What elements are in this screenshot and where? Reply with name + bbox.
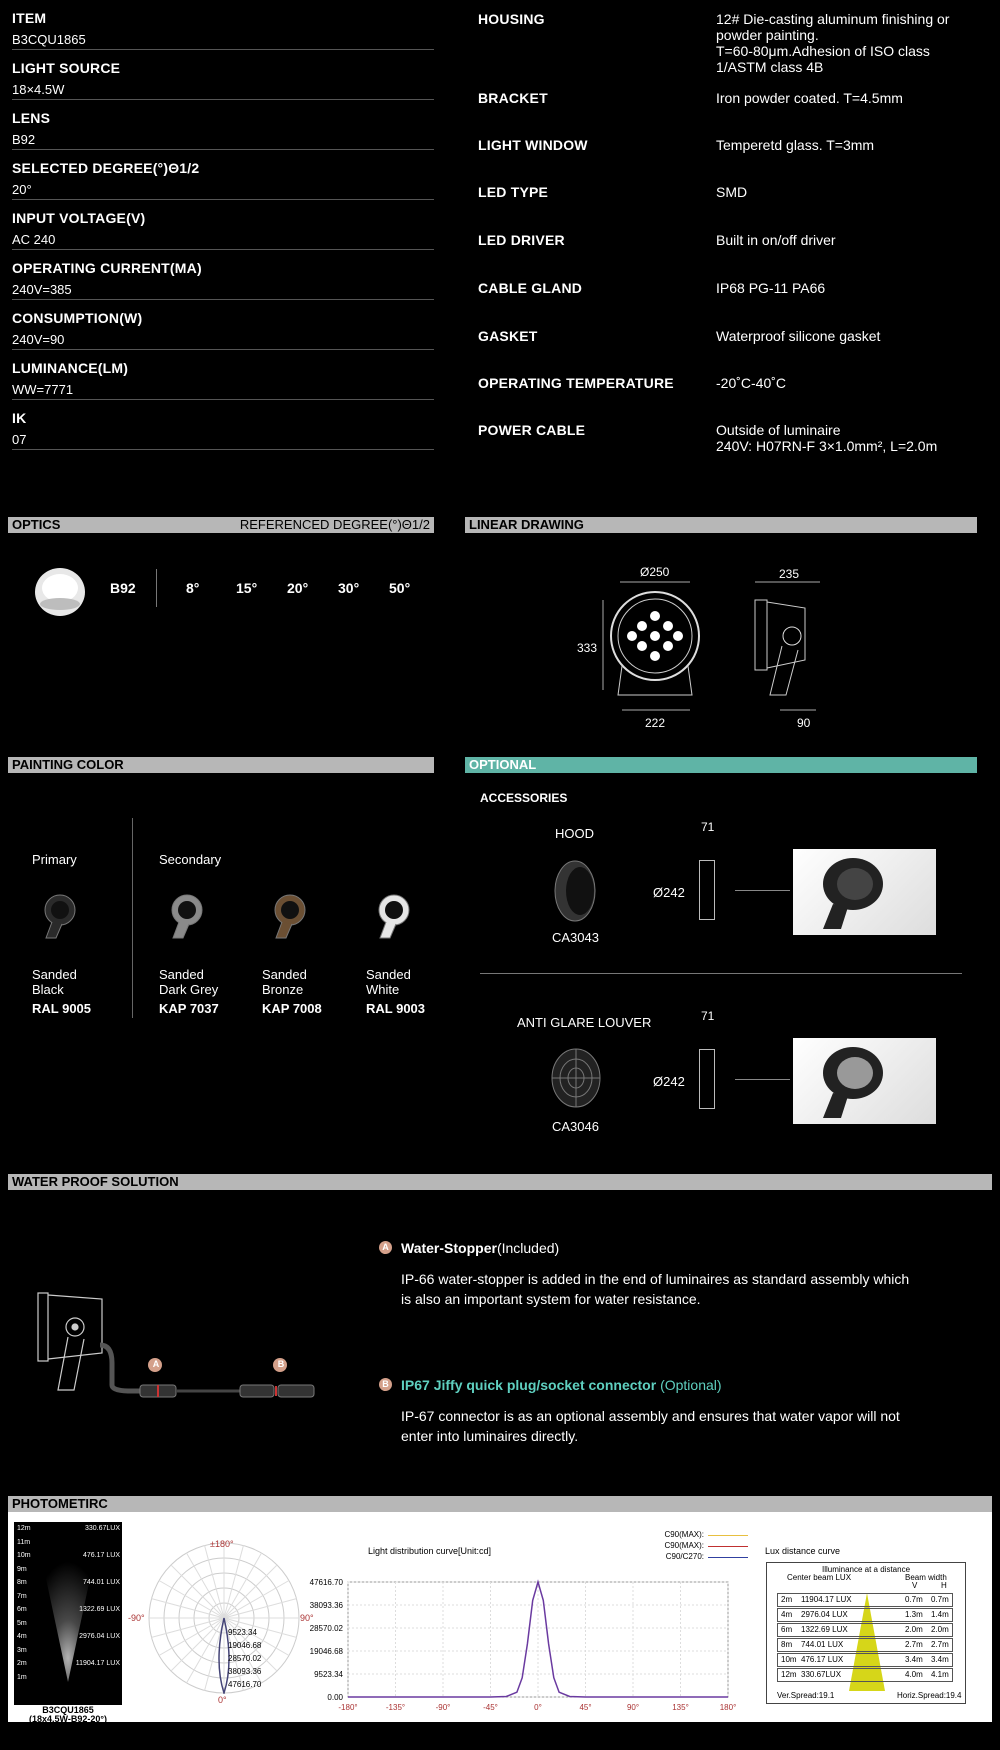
spec-row — [12, 250, 434, 300]
x-tick-label: 45° — [579, 1703, 592, 1712]
y-tick-label: 38093.36 — [309, 1601, 343, 1610]
spec-label: BRACKET — [478, 90, 548, 106]
photometric-panel — [8, 1512, 992, 1722]
lens-name: B92 — [110, 580, 136, 596]
accessory-outline — [699, 860, 715, 920]
hood-icon — [550, 858, 600, 929]
polar-diagram — [148, 1542, 300, 1694]
legend-swatch — [708, 1546, 748, 1547]
spec-label: GASKET — [478, 328, 538, 344]
water-stopper-title — [401, 1240, 559, 1256]
degree-option: 50° — [389, 580, 411, 596]
lux-head-2: Center beam LUX — [787, 1573, 852, 1582]
polar-top: ±180° — [210, 1539, 234, 1549]
y-tick-label: 28570.02 — [309, 1624, 343, 1633]
lux-head-1: Illuminance at a distance — [821, 1565, 911, 1574]
spec-table-left — [12, 0, 434, 450]
spec-row — [12, 350, 434, 400]
spec-value: B3CQU1865 — [12, 32, 86, 47]
accessory-diameter: Ø242 — [653, 1074, 685, 1089]
polar-value: 19046.68 — [228, 1641, 262, 1650]
badge-a: A — [379, 1241, 392, 1254]
spec-value: -20˚C-40˚C — [716, 375, 787, 391]
spec-value: Temperetd glass. T=3mm — [716, 137, 875, 153]
diagram-badge-a: A — [152, 1359, 160, 1369]
optics-title: OPTICS — [12, 517, 61, 532]
lux-table — [766, 1562, 966, 1704]
spec-value: 12# Die-casting aluminum finishing or powder painting. T=60-80μm.Adhesion of ISO class 1/ASTM class 4B — [716, 11, 950, 75]
dim-side-base: 90 — [797, 716, 811, 730]
polar-value: 47616.70 — [228, 1680, 262, 1689]
optics-header — [8, 517, 434, 533]
accessory-diameter: Ø242 — [653, 885, 685, 900]
spec-value: 18×4.5W — [12, 82, 65, 97]
color-name-1: Sanded — [262, 967, 307, 982]
louver-icon — [550, 1047, 602, 1114]
color-name-2: Dark Grey — [159, 982, 219, 997]
spec-label: OPERATING TEMPERATURE — [478, 375, 674, 391]
isolux-caption-1: B3CQU1865 — [42, 1705, 94, 1715]
polar-value: 38093.36 — [228, 1667, 262, 1676]
spec-label: LUMINANCE(LM) — [12, 360, 129, 376]
lux-distance: 4m — [781, 1610, 793, 1619]
spec-row — [12, 100, 434, 150]
spec-label: SELECTED DEGREE(°)Θ1/2 — [12, 160, 200, 176]
color-code: KAP 7037 — [159, 1001, 219, 1016]
color-code: RAL 9003 — [366, 1001, 426, 1016]
isolux-row-label: 9m — [17, 1565, 27, 1573]
accessory-outline — [699, 1049, 715, 1109]
accessory-name: HOOD — [555, 826, 594, 841]
spec-value: 240V=90 — [12, 332, 65, 347]
lux-value: 2976.04 LUX — [801, 1610, 848, 1619]
lux-width-h: 2.0m — [931, 1625, 949, 1634]
linear-title: LINEAR DRAWING — [469, 517, 584, 532]
isolux-row-label: 4m — [17, 1633, 27, 1640]
connector-text: IP-67 connector is as an optional assembly and ensures that water vapor will not enter into luminaires directly. — [401, 1408, 900, 1444]
color-code: KAP 7008 — [262, 1001, 322, 1016]
color-swatch — [366, 890, 425, 1016]
isolux-row-label: 7m — [17, 1592, 27, 1600]
spec-label: POWER CABLE — [478, 422, 586, 438]
isolux-value: 330.67LUX — [84, 1525, 120, 1532]
lux-width-h: 4.1m — [931, 1670, 949, 1679]
painting-title: PAINTING COLOR — [12, 757, 124, 772]
lux-width-v: 4.0m — [905, 1670, 923, 1679]
connector-title — [401, 1377, 722, 1393]
lux-value: 330.67LUX — [801, 1670, 842, 1679]
spec-label: IK — [12, 410, 27, 426]
isolux-value: 2976.04 LUX — [79, 1633, 120, 1640]
leader-line — [735, 1079, 790, 1080]
isolux-caption — [14, 1706, 122, 1724]
leader-line — [735, 890, 790, 891]
linear-header — [465, 517, 977, 533]
spec-value: IP68 PG-11 PA66 — [716, 280, 826, 296]
isolux-row-label: 8m — [17, 1579, 27, 1586]
color-name-2: White — [366, 982, 400, 997]
lux-width-v: 0.7m — [905, 1595, 923, 1604]
curve-title: Light distribution curve[Unit:cd] — [368, 1546, 492, 1556]
lux-width-v: 2.7m — [905, 1640, 923, 1649]
spec-value: Iron powder coated. T=4.5mm — [716, 90, 903, 106]
x-tick-label: -45° — [483, 1703, 498, 1712]
accessory-divider — [480, 973, 962, 974]
spec-row — [12, 150, 434, 200]
color-swatch — [32, 890, 91, 1016]
lux-width-h: 2.7m — [931, 1640, 949, 1649]
polar-right: 90° — [300, 1613, 314, 1623]
lux-distance: 12m — [781, 1670, 797, 1679]
lux-head-h: H — [941, 1581, 947, 1590]
degree-option: 8° — [186, 580, 200, 596]
spec-label: CABLE GLAND — [478, 280, 583, 296]
linear-drawing — [570, 560, 830, 730]
spec-label: HOUSING — [478, 11, 545, 27]
lux-distance: 6m — [781, 1625, 793, 1634]
legend-label: C90(MAX): — [664, 1541, 704, 1550]
x-tick-label: -90° — [435, 1703, 451, 1712]
spec-label: LIGHT WINDOW — [478, 137, 588, 153]
polar-value: 9523.34 — [228, 1628, 257, 1637]
isolux-row-label: 10m — [17, 1552, 31, 1559]
isolux-row-label: 12m — [17, 1525, 31, 1532]
color-name-1: Sanded — [159, 967, 204, 982]
spec-label: OPERATING CURRENT(MA) — [12, 260, 202, 276]
lux-width-v: 1.3m — [905, 1610, 923, 1619]
polar-left: -90° — [128, 1613, 145, 1623]
color-name-2: Bronze — [262, 982, 304, 997]
accessories-label: ACCESSORIES — [480, 791, 568, 805]
lux-head-3: Beam width — [905, 1573, 947, 1582]
waterproof-diagram — [30, 1285, 340, 1415]
water-stopper-text: IP-66 water-stopper is added in the end of luminaires as standard assembly which is also an important system for water resistance. — [401, 1271, 910, 1307]
lux-value: 744.01 LUX — [801, 1640, 844, 1649]
lux-width-h: 0.7m — [931, 1595, 949, 1604]
accessory-length: 71 — [701, 820, 715, 834]
spec-value: 07 — [12, 432, 27, 447]
optics-subtitle: REFERENCED DEGREE(°)Θ1/2 — [239, 517, 430, 532]
y-tick-label: 47616.70 — [309, 1578, 343, 1587]
legend-swatch — [708, 1535, 748, 1536]
secondary-label: Secondary — [159, 852, 222, 867]
x-tick-label: -180° — [338, 1703, 358, 1712]
lux-value: 11904.17 LUX — [801, 1595, 852, 1604]
spec-row — [12, 200, 434, 250]
isolux-row-label: 3m — [17, 1646, 27, 1654]
degree-option: 20° — [287, 580, 309, 596]
spec-label: LIGHT SOURCE — [12, 60, 121, 76]
x-tick-label: 135° — [672, 1703, 689, 1712]
accessory-length: 71 — [701, 1009, 715, 1023]
fixture-icon — [366, 890, 416, 942]
isolux-value: 744.01 LUX — [83, 1579, 120, 1586]
spec-row — [12, 400, 434, 450]
accessory-photo — [793, 1038, 936, 1124]
water-stopper-name: Water-Stopper — [401, 1240, 497, 1256]
ver-spread: Ver.Spread:19.1 — [777, 1691, 835, 1700]
lux-width-v: 2.0m — [905, 1625, 923, 1634]
optics-divider — [156, 569, 157, 607]
polar-bottom: 0° — [218, 1695, 227, 1705]
spec-label: LENS — [12, 110, 51, 126]
y-tick-label: 0.00 — [327, 1693, 343, 1702]
color-swatch — [159, 890, 219, 1016]
spec-value: B92 — [12, 132, 36, 147]
photometric-header — [8, 1496, 992, 1512]
spec-label: ITEM — [12, 10, 47, 26]
optional-title: OPTIONAL — [469, 757, 537, 772]
x-tick-label: 180° — [719, 1703, 737, 1712]
accessory-code: CA3043 — [552, 930, 599, 945]
color-swatch — [262, 890, 322, 1016]
degree-option: 15° — [236, 580, 258, 596]
dim-height: 333 — [577, 641, 598, 655]
isolux-caption-2: (18x4.5W-B92-20°) — [29, 1714, 107, 1724]
lux-distance: 10m — [781, 1655, 797, 1664]
isolux-beam — [14, 1522, 122, 1705]
spec-value: 240V=385 — [12, 282, 72, 297]
fixture-icon — [262, 890, 312, 942]
lux-value: 1322.69 LUX — [801, 1625, 848, 1634]
dim-side: 235 — [779, 567, 800, 581]
color-name-1: Sanded — [366, 967, 411, 982]
spec-value: SMD — [716, 184, 748, 200]
spec-value: 20° — [12, 182, 32, 197]
painting-header — [8, 757, 434, 773]
optional-header — [465, 757, 977, 773]
water-stopper-suffix: (Included) — [496, 1240, 560, 1256]
lens-image — [32, 562, 88, 618]
connector-name: IP67 Jiffy quick plug/socket connector — [401, 1377, 657, 1393]
spec-row — [12, 0, 434, 50]
accessory-photo — [793, 849, 936, 935]
polar-value: 28570.02 — [228, 1654, 262, 1663]
fixture-icon — [159, 890, 209, 942]
distribution-chart — [308, 1552, 758, 1722]
lux-distance: 8m — [781, 1640, 793, 1649]
y-tick-label: 9523.34 — [314, 1670, 343, 1679]
isolux-row-label: 11m — [17, 1538, 31, 1546]
isolux-value: 11904.17 LUX — [75, 1660, 120, 1667]
accessory-name: ANTI GLARE LOUVER — [517, 1015, 652, 1030]
spec-value: Waterproof silicone gasket — [716, 328, 881, 344]
badge-b: B — [379, 1378, 392, 1391]
spec-value: AC 240 — [12, 232, 56, 247]
color-name-1: Sanded — [32, 967, 77, 982]
x-tick-label: -135° — [385, 1703, 406, 1712]
primary-label: Primary — [32, 852, 77, 867]
spec-label: INPUT VOLTAGE(V) — [12, 210, 146, 226]
spec-label: CONSUMPTION(W) — [12, 310, 143, 326]
lux-width-h: 3.4m — [931, 1655, 949, 1664]
diagram-badge-b: B — [277, 1359, 285, 1369]
spec-value: Outside of luminaire 240V: H07RN-F 3×1.0mm², L=2.0m — [716, 422, 938, 454]
lux-head-v: V — [912, 1581, 918, 1590]
spec-value: WW=7771 — [12, 382, 74, 397]
degree-option: 30° — [338, 580, 360, 596]
isolux-row-label: 2m — [17, 1660, 27, 1667]
dim-base: 222 — [645, 716, 666, 730]
lux-title: Lux distance curve — [765, 1546, 841, 1556]
y-tick-label: 19046.68 — [309, 1647, 343, 1656]
isolux-diagram — [14, 1522, 122, 1705]
accessory-code: CA3046 — [552, 1119, 599, 1134]
x-tick-label: 90° — [626, 1703, 640, 1712]
waterproof-title: WATER PROOF SOLUTION — [12, 1174, 179, 1189]
lux-distance: 2m — [781, 1595, 793, 1604]
dim-front-diameter: Ø250 — [640, 565, 670, 579]
lux-value: 476.17 LUX — [801, 1655, 844, 1664]
waterproof-header — [8, 1174, 992, 1190]
isolux-row-label: 6m — [17, 1606, 27, 1613]
x-tick-label: 0° — [534, 1703, 542, 1712]
connector-suffix: (Optional) — [656, 1377, 722, 1393]
lux-width-h: 1.4m — [931, 1610, 949, 1619]
photometric-title: PHOTOMETIRC — [12, 1496, 108, 1511]
legend-label: C90(MAX): — [664, 1530, 704, 1539]
spec-row — [12, 300, 434, 350]
lux-width-v: 3.4m — [905, 1655, 923, 1664]
legend-label: C90/C270: — [665, 1552, 704, 1561]
isolux-row-label: 5m — [17, 1619, 27, 1627]
painting-divider — [132, 818, 133, 1018]
isolux-row-label: 1m — [17, 1673, 27, 1681]
isolux-value: 1322.69 LUX — [79, 1606, 120, 1613]
fixture-icon — [32, 890, 82, 942]
color-name-2: Black — [32, 982, 64, 997]
color-code: RAL 9005 — [32, 1001, 92, 1016]
isolux-value: 476.17 LUX — [83, 1552, 120, 1559]
hor-spread: Horiz.Spread:19.4 — [897, 1691, 962, 1700]
spec-label: LED TYPE — [478, 184, 549, 200]
spec-label: LED DRIVER — [478, 232, 565, 248]
spec-row — [12, 50, 434, 100]
spec-value: Built in on/off driver — [716, 232, 836, 248]
